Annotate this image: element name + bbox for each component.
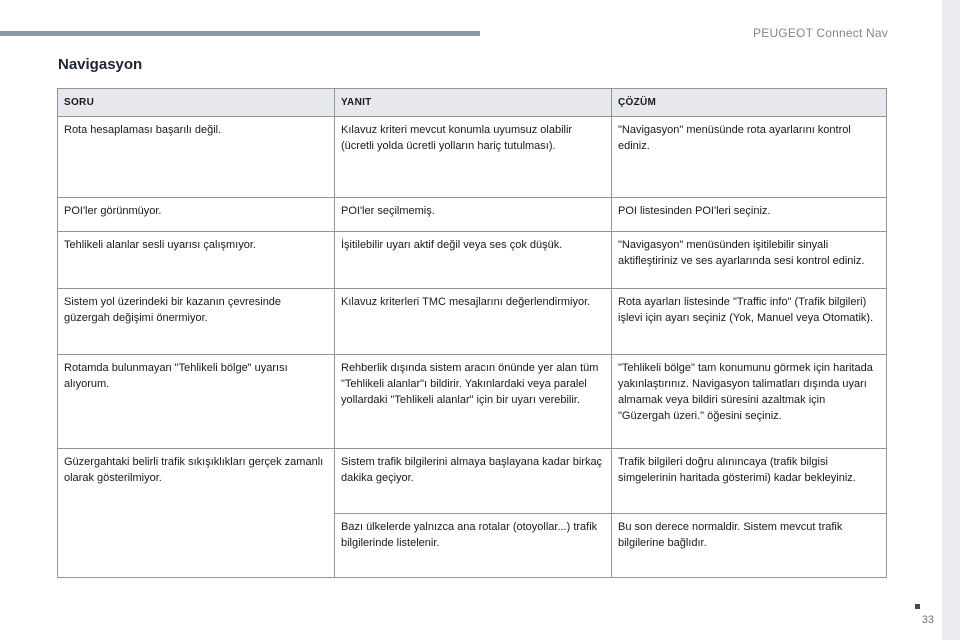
page-number: 33 <box>921 614 934 626</box>
solution-cell: POI listesinden POI'leri seçiniz. <box>612 198 887 232</box>
question-cell: Güzergahtaki belirli trafik sıkışıklıkları gerçek zamanlı olarak gösterilmiyor. <box>58 449 335 578</box>
answer-cell: Bazı ülkelerde yalnızca ana rotalar (otoyollar...) trafik bilgilerinde listelenir. <box>335 514 612 578</box>
table-header-row <box>58 89 887 117</box>
header-answer: YANIT <box>335 89 612 117</box>
table-row <box>58 232 887 289</box>
solution-cell: Rota ayarları listesinde "Traffic info" (Trafik bilgileri) işlevi için ayarı seçiniz (Yok, Manuel veya Otomatik). <box>612 289 887 355</box>
side-margin-bar <box>942 0 960 640</box>
solution-cell: "Tehlikeli bölge" tam konumunu görmek için haritada yakınlaştırınız. Navigasyon talimatları dışında uyarı almamak veya bildiri süresini azaltmak için "Güzergah üzeri." öğesini seçiniz. <box>612 355 887 449</box>
answer-cell: İşitilebilir uyarı aktif değil veya ses çok düşük. <box>335 232 612 289</box>
question-cell: Sistem yol üzerindeki bir kazanın çevresinde güzergah değişimi önermiyor. <box>58 289 335 355</box>
header-question: SORU <box>58 89 335 117</box>
brand-label: PEUGEOT Connect Nav <box>753 26 888 40</box>
answer-cell: POI'ler seçilmemiş. <box>335 198 612 232</box>
solution-cell: Trafik bilgileri doğru alınıncaya (trafik bilgisi simgelerinin haritada gösterimi) kadar bekleyiniz. <box>612 449 887 514</box>
solution-cell: "Navigasyon" menüsünden işitilebilir sinyali aktifleştiriniz ve ses ayarlarında sesi kontrol ediniz. <box>612 232 887 289</box>
header-solution: ÇÖZÜM <box>612 89 887 117</box>
table-row <box>58 117 887 198</box>
question-cell: Tehlikeli alanlar sesli uyarısı çalışmıyor. <box>58 232 335 289</box>
table-row <box>58 355 887 449</box>
troubleshooting-table <box>57 88 887 578</box>
solution-cell: Bu son derece normaldir. Sistem mevcut trafik bilgilerine bağlıdır. <box>612 514 887 578</box>
table-row <box>58 289 887 355</box>
answer-cell: Rehberlik dışında sistem aracın önünde yer alan tüm "Tehlikeli alanlar"ı bildirir. Yakınlardaki veya paralel yollardaki "Tehlikeli alanlar" için bir uyarı verebilir. <box>335 355 612 449</box>
table-row <box>58 449 887 514</box>
table-row <box>58 198 887 232</box>
answer-cell: Sistem trafik bilgilerini almaya başlayana kadar birkaç dakika geçiyor. <box>335 449 612 514</box>
header-rule <box>0 31 480 36</box>
question-cell: Rotamda bulunmayan "Tehlikeli bölge" uyarısı alıyorum. <box>58 355 335 449</box>
section-title: Navigasyon <box>58 56 143 73</box>
solution-cell: "Navigasyon" menüsünde rota ayarlarını kontrol ediniz. <box>612 117 887 198</box>
question-cell: POI'ler görünmüyor. <box>58 198 335 232</box>
answer-cell: Kılavuz kriterleri TMC mesajlarını değerlendirmiyor. <box>335 289 612 355</box>
question-cell: Rota hesaplaması başarılı değil. <box>58 117 335 198</box>
page-marker <box>915 604 920 609</box>
answer-cell: Kılavuz kriteri mevcut konumla uyumsuz olabilir (ücretli yolda ücretli yolların hariç tutulması). <box>335 117 612 198</box>
